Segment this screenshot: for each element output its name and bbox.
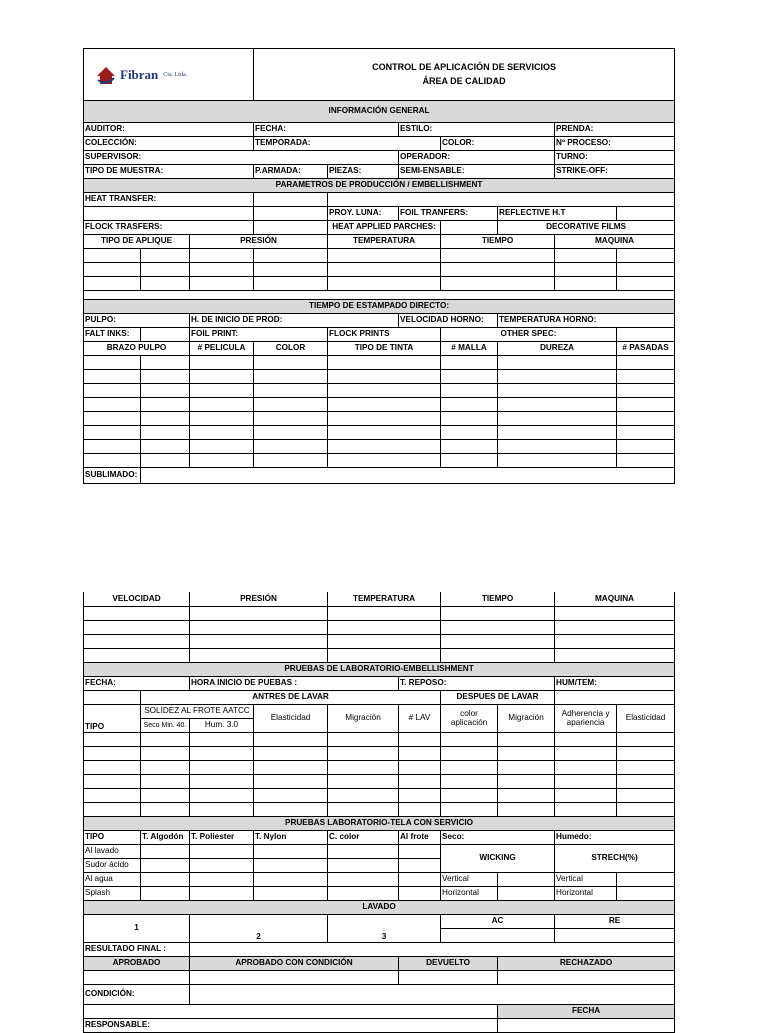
table-row — [84, 606, 675, 620]
lavado-3: 3 — [328, 914, 441, 942]
antes-lavar-label: ANTRES DE LAVAR — [141, 690, 441, 704]
turno-label: TURNO: — [555, 151, 675, 165]
wicking-label: WICKING — [441, 844, 555, 872]
page-1 — [83, 48, 674, 484]
section-lavado-heading: LAVADO — [84, 900, 675, 914]
sublimado-label: SUBLIMADO: — [84, 468, 141, 484]
table-row — [84, 356, 675, 370]
elasticidad-2-label: Elasticidad — [617, 704, 675, 732]
tela-col-nylon: T. Nylon — [254, 830, 328, 844]
table-row — [84, 802, 675, 816]
decorative-label: DECORATIVE FILMS — [498, 221, 675, 235]
table-row — [84, 249, 675, 263]
lavado-1: 1 — [84, 914, 190, 942]
flock-trasfers-label: FLOCK TRASFERS: — [84, 221, 254, 235]
col-pasadas: # PASADAS — [617, 342, 675, 356]
table-row — [84, 454, 675, 468]
section-tela-heading: PRUEBAS LABORATORIO-TELA CON SERVICIO — [84, 816, 675, 830]
table-row — [84, 634, 675, 648]
t-reposo-label: T. REPOSO: — [399, 676, 555, 690]
form-table-1 — [83, 48, 675, 484]
hum-label: Hum. 3.0 — [190, 718, 254, 732]
proy-luna-label: PROY. LUNA: — [328, 207, 399, 221]
section-direct-heading: TIEMPO DE ESTAMPADO DIRECTO: — [84, 300, 675, 314]
reflective-label: REFLECTIVE H.T — [498, 207, 617, 221]
col-malla: # MALLA — [441, 342, 498, 356]
col-temperatura-2: TEMPERATURA — [328, 592, 441, 606]
col-maquina: MAQUINA — [555, 235, 675, 249]
table-row — [84, 788, 675, 802]
seco-min-label: Seco Min. 40. — [141, 718, 190, 732]
heat-transfer-label: HEAT TRANSFER: — [84, 193, 254, 207]
operador-label: OPERADOR: — [399, 151, 555, 165]
col-maquina-2: MAQUINA — [555, 592, 675, 606]
table-row — [84, 844, 675, 858]
col-presion-2: PRESIÓN — [190, 592, 328, 606]
section-params-heading: PARAMETROS DE PRODUCCIÓN / EMBELLISHMENT — [84, 179, 675, 193]
col-tipo-tinta: TIPO DE TINTA — [328, 342, 441, 356]
section-lab-heading: PRUEBAS DE LABORATORIO-EMBELLISHMENT — [84, 662, 675, 676]
tipo-muestra-label: TIPO DE MUESTRA: — [84, 165, 254, 179]
tela-col-seco: Seco: — [441, 830, 555, 844]
table-row — [84, 746, 675, 760]
heat-applied-label: HEAT APPLIED PARCHES: — [328, 221, 441, 235]
logo-name: Fibran — [120, 67, 159, 82]
hora-inicio-label: HORA INICIO DE PUEBAS : — [190, 676, 399, 690]
pulpo-label: PULPO: — [84, 314, 190, 328]
table-row — [84, 384, 675, 398]
tela-row-label: Splash — [84, 886, 141, 900]
supervisor-label: SUPERVISOR: — [84, 151, 399, 165]
col-brazo-pulpo: BRAZO PULPO — [84, 342, 190, 356]
lab-fecha-label: FECHA: — [84, 676, 190, 690]
table-row — [84, 370, 675, 384]
temporada-label: TEMPORADA: — [254, 137, 441, 151]
despues-lavar-label: DESPUES DE LAVAR — [441, 690, 555, 704]
table-row — [84, 263, 675, 277]
table-row — [84, 760, 675, 774]
adherencia-label: Adherencia y apariencia — [555, 704, 617, 732]
fecha-label: FECHA: — [254, 123, 399, 137]
velocidad-horno-label: VELOCIDAD HORNO: — [399, 314, 498, 328]
migracion-2-label: Migración — [498, 704, 555, 732]
piezas-label: PIEZAS: — [328, 165, 399, 179]
tela-col-c-color: C. color — [328, 830, 399, 844]
tela-col-algodon: T. Algodón — [141, 830, 190, 844]
coleccion-label: COLECCIÓN: — [84, 137, 254, 151]
table-row — [84, 398, 675, 412]
condicion-label: CONDICIÓN: — [84, 984, 190, 1004]
estado-aprobado: APROBADO — [84, 956, 190, 970]
estado-devuelto: DEVUELTO — [399, 956, 498, 970]
table-row — [84, 872, 675, 886]
col-color: COLOR — [254, 342, 328, 356]
falt-inks-label: FALT INKS: — [84, 328, 141, 342]
auditor-label: AUDITOR: — [84, 123, 254, 137]
strech-horizontal-label: Horizontal — [555, 886, 617, 900]
tela-col-al-frote: Al frote — [399, 830, 441, 844]
table-row — [84, 426, 675, 440]
tela-row-label: Al agua — [84, 872, 141, 886]
color-label: COLOR: — [441, 137, 555, 151]
lavado-2: 2 — [190, 914, 328, 942]
tela-row-label: Sudor ácido — [84, 858, 141, 872]
col-dureza: DUREZA — [498, 342, 617, 356]
prenda-label: PRENDA: — [555, 123, 675, 137]
migracion-label: Migración — [328, 704, 399, 732]
flock-prints-label: FLOCK PRINTS — [328, 328, 441, 342]
estado-rechazado: RECHAZADO — [498, 956, 675, 970]
fecha-final-label: FECHA — [498, 1004, 675, 1018]
table-row — [84, 412, 675, 426]
tela-col-humedo: Humedo: — [555, 830, 675, 844]
section-general-heading: INFORMACIÓN GENERAL — [84, 101, 675, 123]
col-tiempo-2: TIEMPO — [441, 592, 555, 606]
title-cell — [254, 49, 675, 101]
color-aplicacion-label: color aplicación — [441, 704, 498, 732]
tela-col-tipo: TIPO — [84, 830, 141, 844]
table-row — [84, 732, 675, 746]
h-inicio-label: H. DE INICIO DE PROD: — [190, 314, 399, 328]
col-presion: PRESIÓN — [190, 235, 328, 249]
form-table-2 — [83, 592, 675, 1033]
resultado-final-label: RESULTADO FINAL : — [84, 942, 190, 956]
lab-tipo-label: TIPO — [84, 704, 141, 732]
lav-label: # LAV — [399, 704, 441, 732]
solidez-label: SOLIDEZ AL FROTE AATCC — [141, 704, 254, 718]
lavado-re: RE — [555, 914, 675, 928]
col-temperatura: TEMPERATURA — [328, 235, 441, 249]
p-armada-label: P.ARMADA: — [254, 165, 328, 179]
foil-print-label: FOIL PRINT: — [190, 328, 328, 342]
foil-tranfers-label: FOIL TRANFERS: — [399, 207, 498, 221]
col-velocidad: VELOCIDAD — [84, 592, 190, 606]
table-row — [84, 774, 675, 788]
semi-ensable-label: SEMI-ENSABLE: — [399, 165, 555, 179]
strech-label: STRECH(%) — [555, 844, 675, 872]
strike-off-label: STRIKE-OFF: — [555, 165, 675, 179]
temperatura-horno-label: TEMPERATURA HORNO: — [498, 314, 675, 328]
wicking-horizontal-label: Horizontal — [441, 886, 498, 900]
hum-tem-label: HUM/TEM: — [555, 676, 675, 690]
logo-suffix: Cia. Ltda. — [163, 71, 188, 78]
proceso-label: Nº PROCESO: — [555, 137, 675, 151]
page-title: CONTROL DE APLICACIÓN DE SERVICIOS — [372, 62, 556, 72]
other-spec-label: OTHER SPEC: — [441, 328, 617, 342]
table-row — [84, 620, 675, 634]
col-tipo-aplique: TIPO DE APLIQUE — [84, 235, 190, 249]
table-row — [84, 886, 675, 900]
tela-row-label: Al lavado — [84, 844, 141, 858]
estado-aprobado-condicion: APROBADO CON CONDICIÓN — [190, 956, 399, 970]
page-2 — [83, 592, 674, 1033]
lavado-ac: AC — [441, 914, 555, 928]
elasticidad-label: Elasticidad — [254, 704, 328, 732]
tela-col-poliester: T. Poliester — [190, 830, 254, 844]
fibran-logo-icon — [95, 64, 117, 86]
strech-vertical-label: Vertical — [555, 872, 617, 886]
col-pelicula: # PELICULA — [190, 342, 254, 356]
page-subtitle: ÁREA DE CALIDAD — [422, 75, 506, 86]
table-row — [84, 648, 675, 662]
responsable-label: RESPONSABLE: — [84, 1018, 190, 1032]
logo-cell — [84, 49, 254, 101]
table-row — [84, 277, 675, 291]
col-tiempo: TIEMPO — [441, 235, 555, 249]
table-row — [84, 440, 675, 454]
wicking-vertical-label: Vertical — [441, 872, 498, 886]
estilo-label: ESTILO: — [399, 123, 555, 137]
